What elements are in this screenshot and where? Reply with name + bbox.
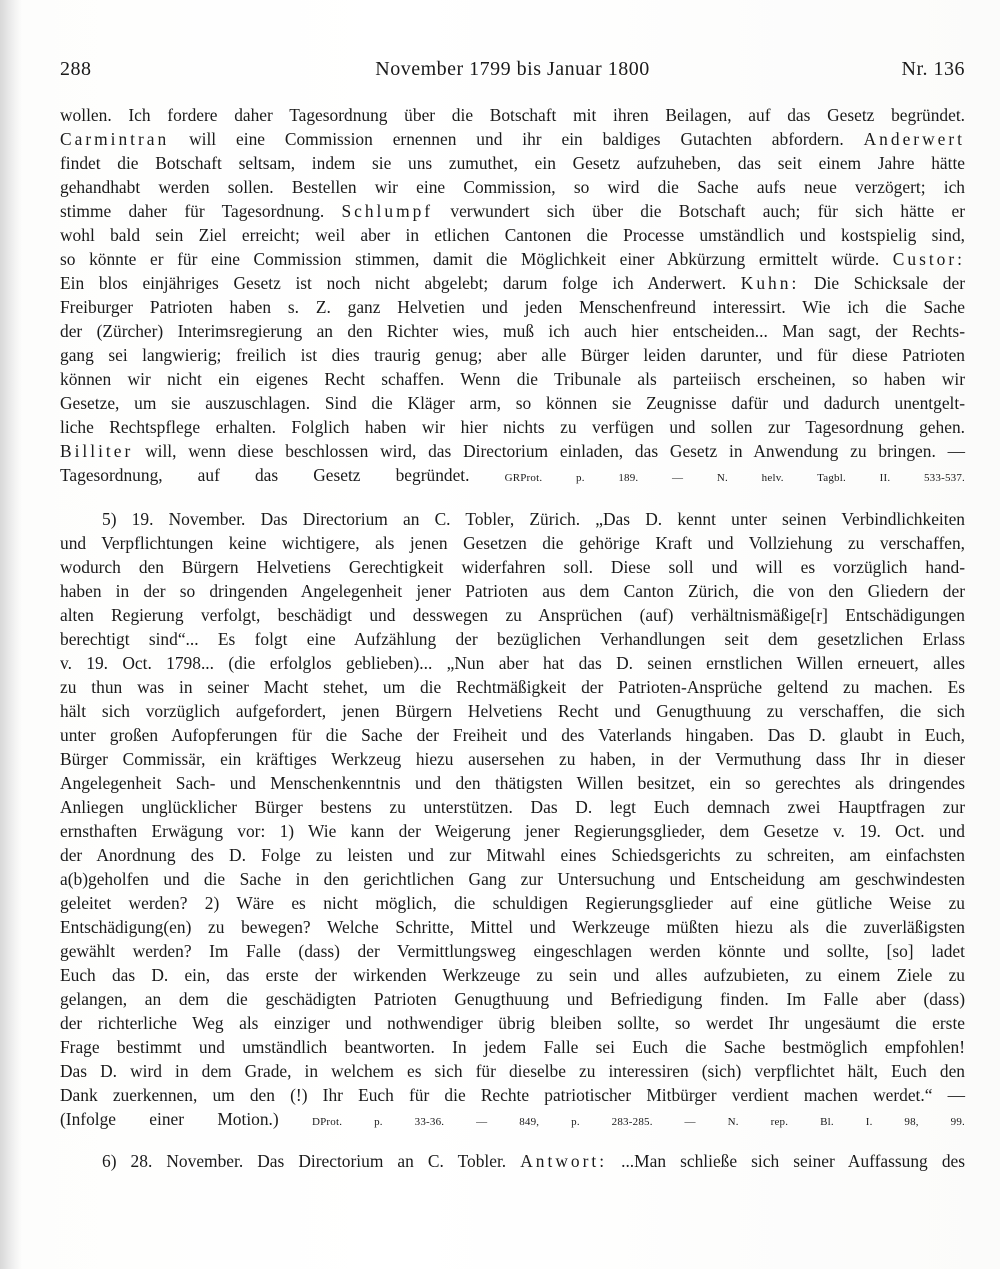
- line-text: wodurch den Bürgern Helvetiens Gerechtigkeit widerfahren soll. Diese soll und will es vorzüglich hand-: [60, 557, 965, 577]
- line-text: gewählt werden? Im Falle (dass) der Vermittlungsweg eingeschlagen werden könnte und sollte, [so] ladet: [60, 941, 965, 961]
- line-text: liche Rechtspflege erhalten. Folglich haben wir hier nichts zu verfügen und sollen zur Tagesordnung gehen.: [60, 417, 965, 437]
- text-line: [60, 296, 965, 319]
- text-line: [60, 724, 965, 747]
- text-line: [60, 344, 965, 367]
- line-text: und Verpflichtungen keine wichtigere, als jenen Gesetzen die gehörige Kraft und Vollziehung zu verschaffen,: [60, 533, 965, 553]
- line-text: können wir nicht ein eigenes Recht schaffen. Wenn die Tribunale als parteiisch erscheinen, so haben wir: [60, 369, 965, 389]
- speaker-name: Billiter: [60, 441, 134, 461]
- text-line: [60, 676, 965, 699]
- text-line: [60, 368, 965, 391]
- line-text: findet die Botschaft seltsam, indem sie uns zumuthet, ein Gesetz aufzuheben, das seit einem Jahre hätte: [60, 153, 965, 173]
- speaker-name: Anderwert: [863, 129, 965, 149]
- text-line: [60, 796, 965, 819]
- line-text: Entschädigung(en) zu bewegen? Welche Schritte, Mittel und Werkzeuge müßten hiezu als die zuverläßigsten: [60, 917, 965, 937]
- line-text: geleitet werden? 2) Wäre es nicht möglich, die schuldigen Regierungsglieder auf eine gütliche Weise zu: [60, 893, 965, 913]
- line-text: hält sich vorzüglich aufgefordert, jenen Bürgern Helvetiens Recht und Genugthuung zu verschaffen, die sich: [60, 701, 965, 721]
- page-number: 288: [60, 58, 92, 80]
- text-line: [60, 1084, 965, 1107]
- text-line: [60, 200, 965, 223]
- line-text: Angelegenheit Sach- und Menschenkenntnis und den thätigsten Willen besitzet, ein so gerechtes als dringendes: [60, 773, 965, 793]
- scan-edge-shadow: [0, 0, 22, 1269]
- line-text: 6) 28. November. Das Directorium an C. Tobler.: [102, 1151, 521, 1171]
- text-line: [60, 104, 965, 127]
- text-line: [60, 392, 965, 415]
- text-line: [60, 224, 965, 247]
- text-line: [60, 176, 965, 199]
- line-text: Die Schicksale der: [799, 273, 965, 293]
- source-reference: GRProt. p. 189. — N. helv. Tagbl. II. 533-537.: [504, 472, 965, 484]
- text-line: [60, 988, 965, 1011]
- line-text: der (Zürcher) Interimsregierung an den Richter wies, muß ich auch hier entscheiden... Man sagt, der Rechts-: [60, 321, 965, 341]
- line-text: gelangen, an dem die geschädigten Patrioten Genugthuung und Befriedigung finden. Im Falle aber (dass): [60, 989, 965, 1009]
- line-text: wollen. Ich fordere daher Tagesordnung über die Botschaft mit ihren Beilagen, auf das Gesetz begründet.: [60, 105, 965, 125]
- text-line: [60, 868, 965, 891]
- text-line: [60, 844, 965, 867]
- line-text: 5) 19. November. Das Directorium an C. Tobler, Zürich. „Das D. kennt unter seinen Verbindlichkeiten: [102, 509, 965, 529]
- line-text: Bürger Commissär, ein kräftiges Werkzeug hiezu ausersehen zu haben, in der Vermuthung dass Ihr in dieser: [60, 749, 965, 769]
- text-line: [60, 964, 965, 987]
- text-line: [60, 1036, 965, 1059]
- line-text: stimme daher für Tagesordnung.: [60, 201, 342, 221]
- line-text: unter großen Aufopferungen für die Sache der Freiheit und des Vaterlands hingaben. Das D. glaubt in Euch,: [60, 725, 965, 745]
- line-text: v. 19. Oct. 1798... (die erfolglos geblieben)... „Nun aber hat das D. seinen ernstlichen Willen erneuert, alles: [60, 653, 965, 673]
- line-text: ...Man schließe sich seiner Auffassung des: [607, 1151, 966, 1171]
- line-text: Das D. wird in dem Grade, in welchem es sich für dieselbe zu interessiren (sich) verpflichtet hält, Euch den: [60, 1061, 965, 1081]
- running-header: [60, 58, 965, 88]
- document-number: Nr. 136: [901, 58, 965, 80]
- text-line: [60, 152, 965, 175]
- text-line: [60, 1060, 965, 1083]
- line-text: Tagesordnung, auf das Gesetz begründet.: [60, 465, 470, 485]
- line-text: ernsthaften Erwägung vor: 1) Wie kann der Weigerung jener Regierungsglieder, dem Gesetze v. 19. Oct. und: [60, 821, 965, 841]
- line-text: will eine Commission ernennen und ihr ein baldiges Gutachten abfordern.: [169, 129, 864, 149]
- text-line: [60, 580, 965, 603]
- text-line: [60, 652, 965, 675]
- line-text: will, wenn diese beschlossen wird, das Directorium einladen, das Gesetz in Anwendung zu bringen. —: [133, 441, 965, 461]
- text-line: [60, 916, 965, 939]
- text-line: [60, 628, 965, 651]
- line-text: gang sei langwierig; freilich ist dies traurig genug; aber alle Bürger leiden darunter, und für diese Patrioten: [60, 345, 965, 365]
- text-line: [60, 1150, 965, 1173]
- running-title: November 1799 bis Januar 1800: [375, 58, 650, 80]
- speaker-name: Carmintran: [60, 129, 170, 149]
- text-line: [60, 556, 965, 579]
- text-line: [60, 892, 965, 915]
- speaker-name: Antwort:: [520, 1151, 608, 1171]
- speaker-name: Schlumpf: [341, 201, 434, 221]
- text-line: [60, 248, 965, 271]
- text-line: [60, 940, 965, 963]
- line-text: verwundert sich über die Botschaft auch; für sich hätte er: [433, 201, 965, 221]
- line-text: berechtigt sind“... Es folgt eine Aufzählung der bezüglichen Verhandlungen seit dem gesetzlichen Erlass: [60, 629, 965, 649]
- line-text: gehandhabt werden sollen. Bestellen wir eine Commission, so wird die Sache aufs neue verzögert; ich: [60, 177, 965, 197]
- line-text: a(b)geholfen und die Sache in den gerichtlichen Gang zur Untersuchung und Entscheidung am geschwindesten: [60, 869, 965, 889]
- line-text: Dank zuerkennen, um den (!) Ihr Euch für die Rechte patriotischer Mitbürger verdient machen werdet.“ —: [60, 1085, 965, 1105]
- line-text: zu thun was in seiner Macht stehet, um die Rechtmäßigkeit der Patrioten-Ansprüche geltend zu machen. Es: [60, 677, 965, 697]
- text-line: [60, 440, 965, 463]
- text-line: [60, 772, 965, 795]
- line-text: Gesetze, um sie auszuschlagen. Sind die Kläger arm, so können sie Zeugnisse dafür und dadurch unentgelt-: [60, 393, 965, 413]
- text-line: [60, 1012, 965, 1035]
- text-line: [60, 1108, 965, 1131]
- speaker-name: Custor:: [892, 249, 965, 269]
- text-line: [60, 464, 965, 487]
- line-text: der Anordnung des D. Folge zu leisten und zur Mitwahl eines Schiedsgerichts zu schreiten, am einfachsten: [60, 845, 965, 865]
- text-line: [60, 508, 965, 531]
- line-text: Freiburger Patrioten haben s. Z. ganz Helvetien und jeden Menschenfreund interessirt. Wie ich die Sache: [60, 297, 965, 317]
- line-text: alten Regierung verfolgt, beschädigt und desswegen zu Ansprüchen (auf) verhältnismäßige[r] Entschädigungen: [60, 605, 965, 625]
- line-text: haben in der so dringenden Angelegenheit jener Patrioten aus dem Canton Zürich, die von den Gliedern der: [60, 581, 965, 601]
- text-line: [60, 748, 965, 771]
- line-text: Frage bestimmt und umständlich beantworten. In jedem Falle sei Euch die Sache bestmöglich empfohlen!: [60, 1037, 965, 1057]
- line-text: der richterliche Weg als einziger und nothwendiger übrig bleiben sollte, so werdet Ihr ungesäumt die erste: [60, 1013, 965, 1033]
- text-line: [60, 604, 965, 627]
- text-line: [60, 128, 965, 151]
- text-line: [60, 272, 965, 295]
- line-text: Anliegen unglücklicher Bürger bestens zu unterstützen. Das D. legt Euch demnach zwei Hauptfragen zur: [60, 797, 965, 817]
- text-line: [60, 532, 965, 555]
- text-line: [60, 416, 965, 439]
- text-line: [60, 700, 965, 723]
- line-text: Ein blos einjähriges Gesetz ist noch nicht abgelebt; darum folge ich Anderwert.: [60, 273, 741, 293]
- line-text: so könnte er für eine Commission stimmen, damit die Möglichkeit einer Abkürzung ermittelt würde.: [60, 249, 893, 269]
- text-line: [60, 820, 965, 843]
- source-reference: DProt. p. 33-36. — 849, p. 283-285. — N. rep. Bl. I. 98, 99.: [311, 1116, 965, 1128]
- line-text: (Infolge einer Motion.): [60, 1109, 279, 1129]
- text-line: [60, 320, 965, 343]
- line-text: wohl bald sein Ziel erreicht; weil aber in etlichen Cantonen die Processe umständlich und kostspielig sind,: [60, 225, 965, 245]
- line-text: Euch das D. ein, das erste der wirkenden Werkzeuge zu sein und alles aufzubieten, zu einem Ziele zu: [60, 965, 965, 985]
- speaker-name: Kuhn:: [740, 273, 800, 293]
